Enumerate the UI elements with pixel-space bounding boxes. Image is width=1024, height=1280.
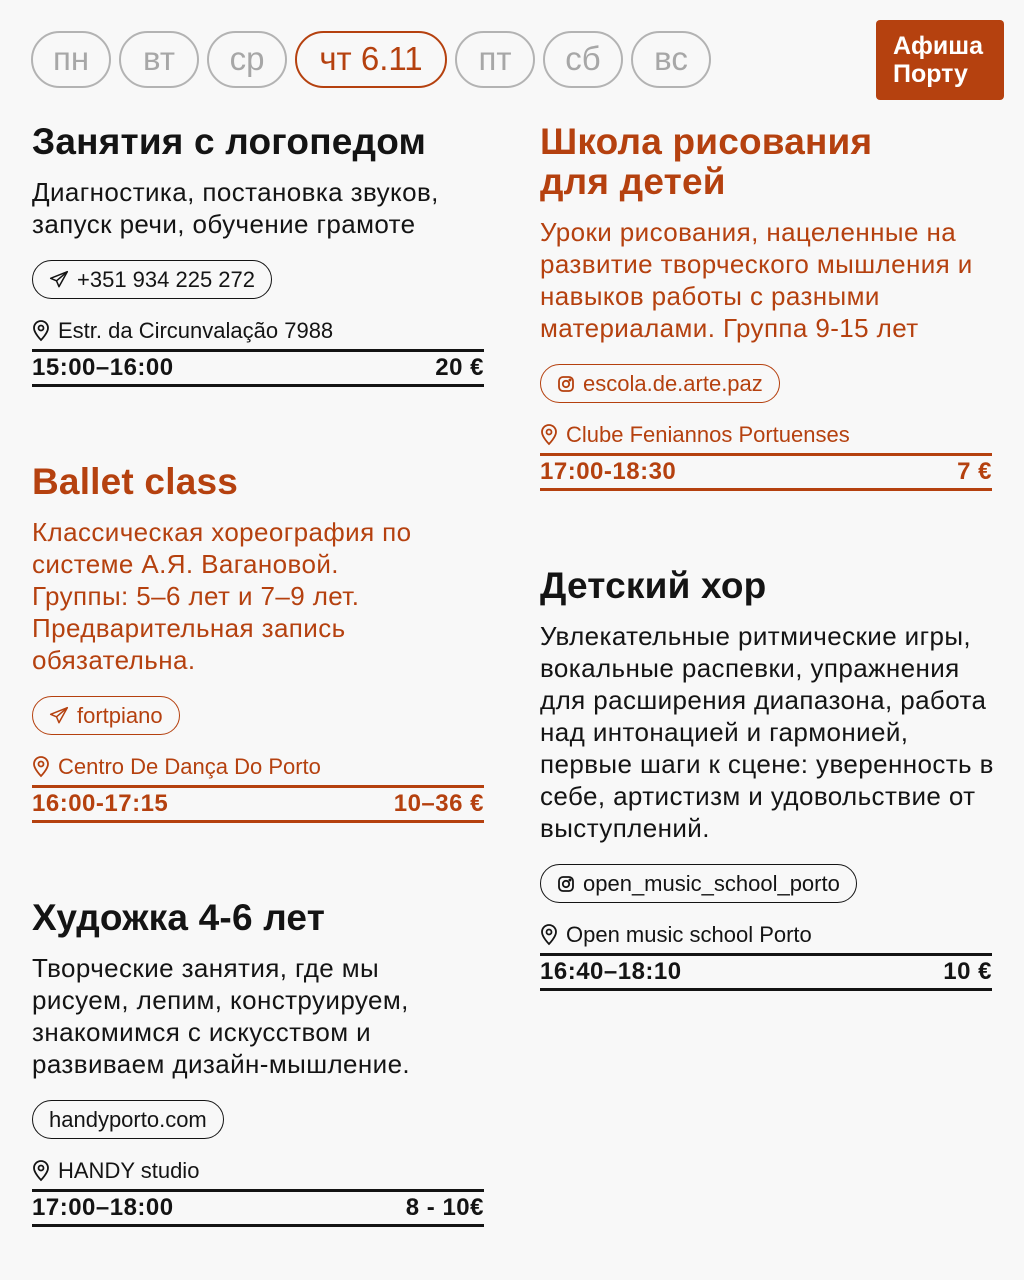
tab-monday[interactable]: пн (31, 31, 111, 88)
logo-line-1: Афиша (893, 32, 984, 60)
time-price-bar (32, 785, 484, 823)
event-time: 17:00-18:30 (540, 458, 677, 485)
tab-tuesday[interactable]: вт (119, 31, 199, 88)
telegram-icon (49, 706, 69, 726)
tab-wednesday[interactable]: ср (207, 31, 287, 88)
tab-saturday[interactable]: сб (543, 31, 623, 88)
event-description: Классическая хореография по системе А.Я. Вагановой. Группы: 5–6 лет и 7–9 лет. Предварительная запись обязательна. (32, 517, 412, 675)
event-card-drawing-school (540, 122, 992, 491)
logo (876, 20, 1004, 100)
telegram-icon (49, 270, 69, 290)
instagram-icon (557, 875, 575, 893)
event-title: Детский хор (540, 565, 767, 606)
location (540, 921, 992, 949)
map-pin-icon (540, 924, 558, 946)
map-pin-icon (32, 1160, 50, 1182)
event-price: 10–36 € (393, 790, 484, 817)
event-description: Творческие занятия, где мы рисуем, лепим, конструируем, знакомимся с искусством и развиваем дизайн-мышление. (32, 953, 411, 1079)
contact-pill[interactable] (32, 260, 272, 299)
event-price: 10 € (943, 958, 992, 985)
event-title: Школа рисования для детей (540, 121, 873, 202)
event-description: Уроки рисования, нацеленные на развитие творческого мышления и навыков работы с разными материалами. Группа 9-15 лет (540, 217, 973, 343)
event-price: 8 - 10€ (405, 1194, 484, 1221)
tab-sunday[interactable]: вс (631, 31, 711, 88)
event-description: Увлекательные ритмические игры, вокальные распевки, упражнения для расширения диапазона, работа над интонацией и гармонией, первые шаги к сцене: уверенность в себе, артистизм и удовольствие от выступлений. (540, 621, 994, 843)
map-pin-icon (32, 756, 50, 778)
location (32, 753, 484, 781)
event-time: 15:00–16:00 (32, 354, 174, 381)
contact-pill[interactable] (540, 864, 857, 903)
event-description: Диагностика, постановка звуков, запуск речи, обучение грамоте (32, 177, 439, 239)
event-time: 16:40–18:10 (540, 958, 682, 985)
tab-friday[interactable]: пт (455, 31, 535, 88)
tab-thursday-active[interactable]: чт 6.11 (295, 31, 447, 88)
contact-text: +351 934 225 272 (77, 266, 256, 292)
time-price-bar (32, 349, 484, 387)
location (32, 1157, 484, 1185)
location-text: Open music school Porto (566, 922, 812, 947)
event-title: Ballet class (32, 461, 239, 502)
location (540, 421, 992, 449)
logo-line-2: Порту (893, 60, 968, 88)
day-tabs (31, 31, 711, 88)
map-pin-icon (32, 320, 50, 342)
location-text: Centro De Dança Do Porto (58, 754, 321, 779)
event-time: 16:00-17:15 (32, 790, 169, 817)
event-price: 7 € (957, 458, 992, 485)
event-card-art-kids (32, 898, 484, 1227)
event-time: 17:00–18:00 (32, 1194, 174, 1221)
time-price-bar (32, 1189, 484, 1227)
location-text: HANDY studio (58, 1158, 200, 1183)
location-text: Clube Feniannos Portuenses (566, 422, 850, 447)
event-card-ballet (32, 462, 484, 823)
contact-text: handyporto.com (49, 1106, 207, 1132)
contact-text: open_music_school_porto (583, 870, 840, 896)
event-price: 20 € (435, 354, 484, 381)
event-card-choir (540, 566, 992, 991)
location-text: Estr. da Circunvalação 7988 (58, 318, 334, 343)
contact-pill[interactable] (540, 364, 780, 403)
map-pin-icon (540, 424, 558, 446)
contact-text: fortpiano (77, 702, 163, 728)
time-price-bar (540, 453, 992, 491)
event-card-speech (32, 122, 484, 387)
contact-pill[interactable] (32, 1100, 224, 1139)
contact-pill[interactable] (32, 696, 180, 735)
contact-text: escola.de.arte.paz (583, 370, 763, 396)
event-title: Занятия с логопедом (32, 121, 427, 162)
event-title: Художка 4-6 лет (32, 897, 326, 938)
instagram-icon (557, 375, 575, 393)
location (32, 317, 484, 345)
time-price-bar (540, 953, 992, 991)
